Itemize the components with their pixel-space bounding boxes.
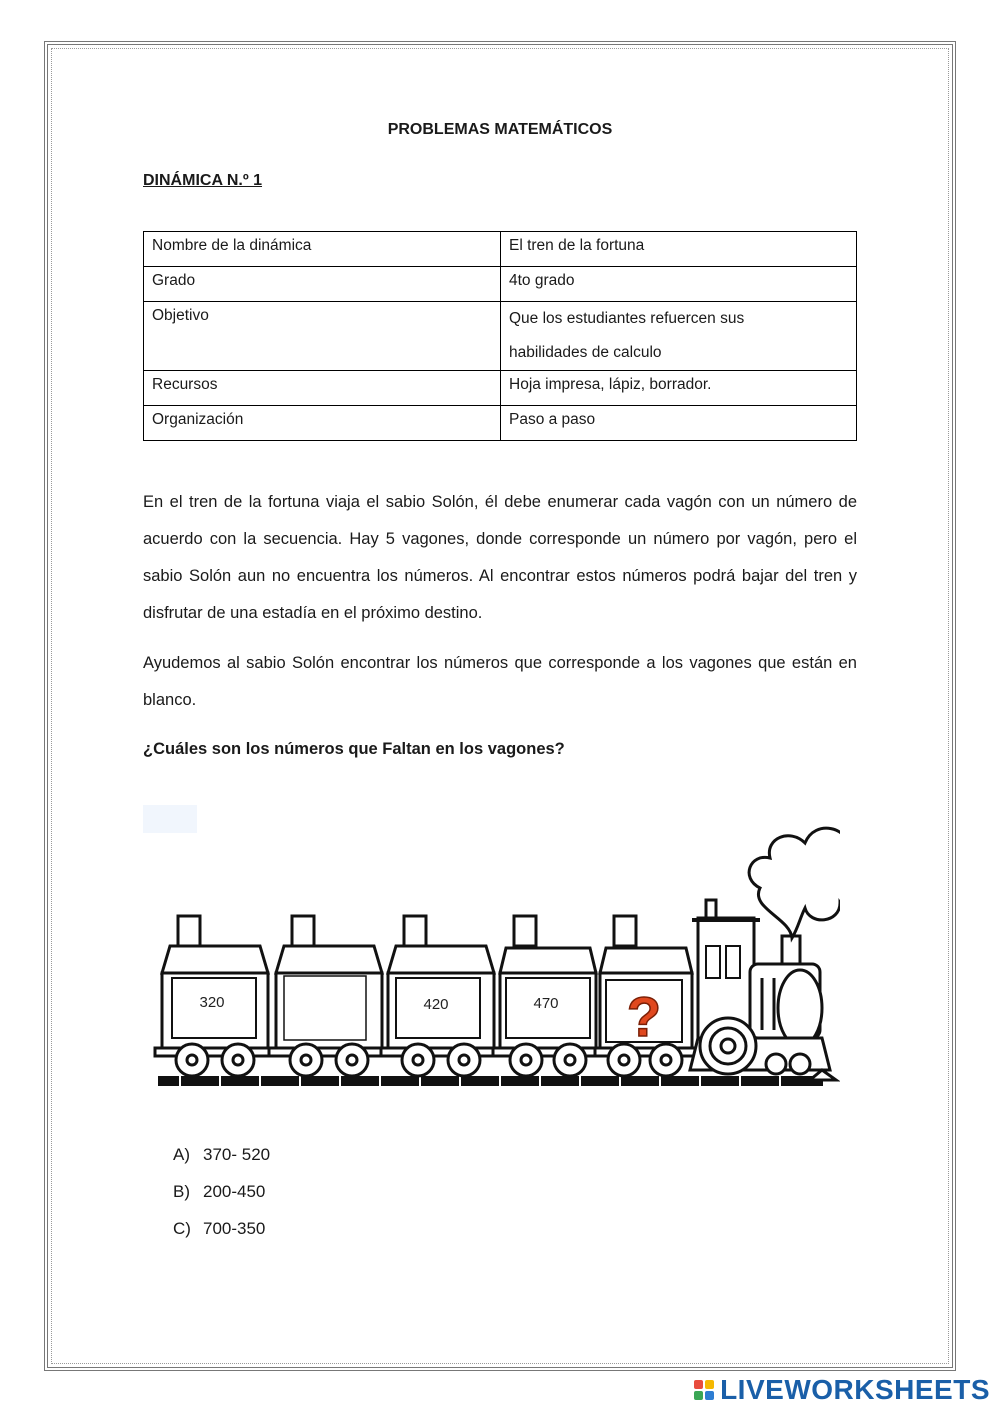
story-paragraph-1: En el tren de la fortuna viaja el sabio Solón, él debe enumerar cada vagón con un número de acuerdo con la secuencia. Hay 5 vagones, donde corresponde un número por vagón, pero el sabio Solón aun no encuentra los números. Al encontrar estos números podrá bajar del tren y disfrutar de una estadía en el próximo destino.: [143, 493, 857, 622]
option-a[interactable]: [173, 1140, 270, 1177]
option-text: 200-450: [203, 1182, 266, 1201]
table-cell-label: Nombre de la dinámica: [144, 232, 501, 267]
table-row: [144, 371, 857, 406]
option-letter: A): [173, 1145, 190, 1164]
table-cell-value: 4to grado: [501, 267, 857, 302]
question-text: ¿Cuáles son los números que Faltan en los vagones?: [143, 740, 565, 758]
table-cell-value: Paso a paso: [501, 406, 857, 441]
table-cell-value: [501, 302, 857, 371]
info-table: [143, 231, 857, 441]
blank-wagon-input[interactable]: [286, 978, 364, 1038]
liveworksheets-logo[interactable]: [694, 1373, 990, 1407]
table-cell-value: Hoja impresa, lápiz, borrador.: [501, 371, 857, 406]
option-text: 700-350: [203, 1219, 266, 1238]
table-cell-label: Recursos: [144, 371, 501, 406]
page-title: PROBLEMAS MATEMÁTICOS: [387, 121, 613, 138]
table-cell-label: Grado: [144, 267, 501, 302]
objective-line-1: Que los estudiantes refuercen sus: [509, 310, 745, 327]
wagon-number: 470: [533, 995, 559, 1012]
smoke-cloud: [749, 828, 840, 938]
story-paragraph-2: Ayudemos al sabio Solón encontrar los números que corresponde a los vagones que están en blanco.: [143, 654, 857, 709]
option-c[interactable]: [173, 1214, 270, 1251]
brand-name: LIVEWORKSHEETS: [720, 1374, 990, 1405]
table-row: [144, 267, 857, 302]
wagon-number: 420: [423, 996, 449, 1013]
table-cell-label: Organización: [144, 406, 501, 441]
answer-options: [173, 1140, 270, 1251]
wagon-number: 320: [199, 994, 225, 1011]
rail-track: [158, 1076, 823, 1086]
option-b[interactable]: [173, 1177, 270, 1214]
question-mark-icon: ?: [626, 985, 662, 1048]
option-letter: C): [173, 1219, 191, 1238]
locomotive: [690, 900, 836, 1080]
table-cell-label: Objetivo: [144, 302, 501, 371]
train-illustration: [150, 808, 840, 1098]
logo-icon: [694, 1380, 714, 1400]
table-cell-value: El tren de la fortuna: [501, 232, 857, 267]
objective-line-2: habilidades de calculo: [509, 344, 662, 361]
table-row: [144, 302, 857, 371]
table-row: [144, 406, 857, 441]
option-text: 370- 520: [203, 1145, 271, 1164]
table-row: [144, 232, 857, 267]
dynamic-number-heading: DINÁMICA N.º 1: [143, 172, 263, 189]
option-letter: B): [173, 1182, 190, 1201]
